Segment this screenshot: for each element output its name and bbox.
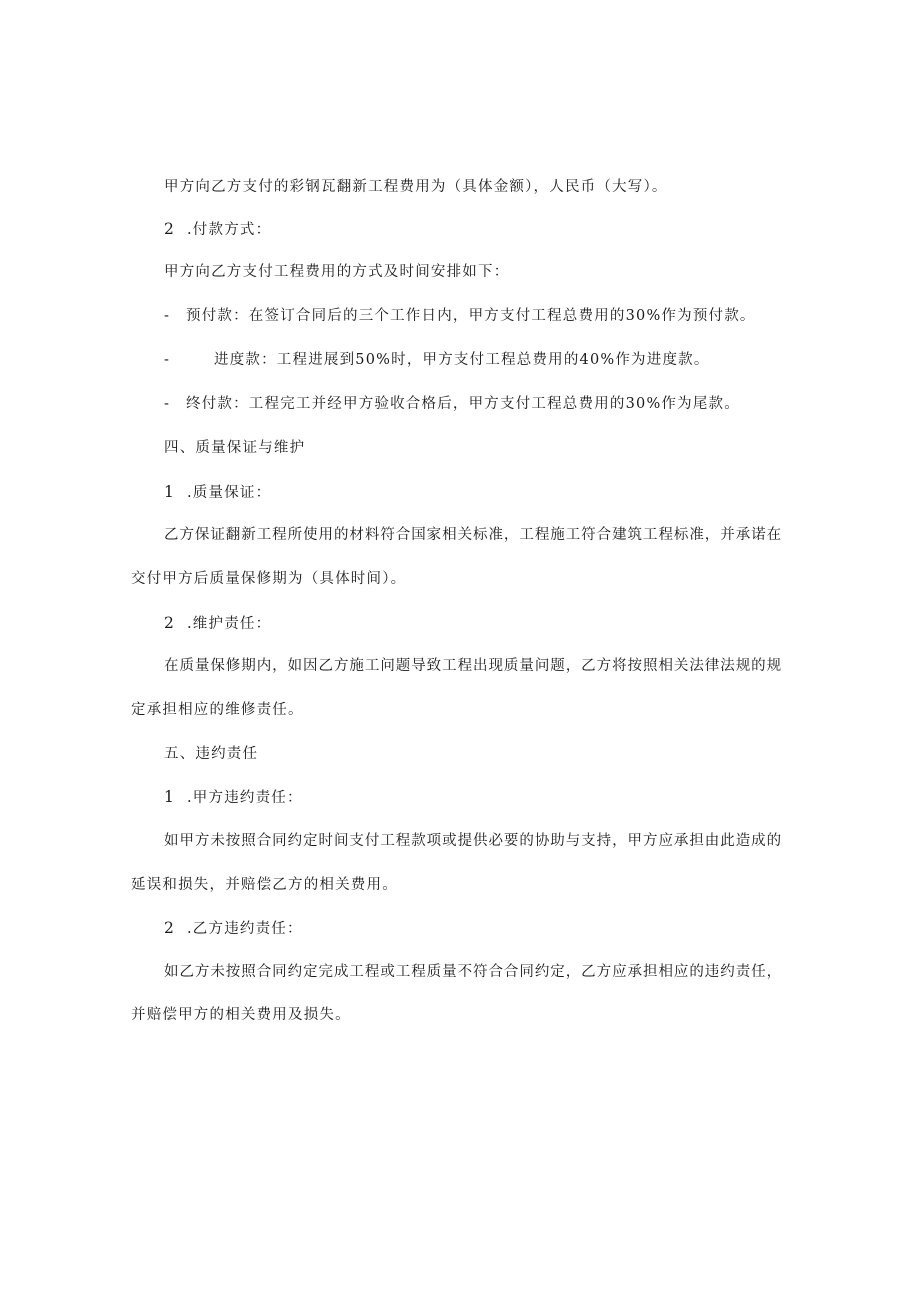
quality-guarantee-text-line2: 交付甲方后质量保修期为（具体时间）。 [131, 571, 407, 587]
item-number: 1 [164, 788, 176, 806]
quality-guarantee-heading [164, 482, 271, 503]
item-title: .质量保证： [187, 485, 272, 501]
party-a-breach-text-line2: 延误和损失，并赔偿乙方的相关费用。 [131, 877, 398, 893]
payment-method-heading [164, 219, 271, 240]
installment-prepayment [164, 306, 756, 326]
section-heading-quality: 四、质量保证与维护 [164, 440, 306, 456]
dash-bullet: - [164, 352, 171, 368]
item-title: .付款方式： [187, 222, 272, 238]
item-title: .维护责任： [187, 616, 272, 632]
installment-text: 终付款：工程完工并经甲方验收合格后，甲方支付工程总费用的30%作为尾款。 [186, 396, 740, 412]
installment-text: 预付款：在签订合同后的三个工作日内，甲方支付工程总费用的30%作为预付款。 [186, 308, 756, 324]
maintenance-heading [164, 613, 271, 634]
item-number: 2 [164, 919, 176, 937]
item-number: 1 [164, 483, 176, 501]
maintenance-text-line2: 定承担相应的维修责任。 [131, 702, 304, 718]
quality-guarantee-text-line1: 乙方保证翻新工程所使用的材料符合国家相关标准，工程施工符合建筑工程标准，并承诺在 [164, 527, 782, 543]
installment-progress [164, 350, 710, 370]
installment-text: 进度款：工程进展到50%时，甲方支付工程总费用的40%作为进度款。 [214, 352, 710, 368]
party-b-breach-text-line1: 如乙方未按照合同约定完成工程或工程质量不符合合同约定，乙方应承担相应的违约责任， [164, 964, 782, 980]
dash-bullet: - [164, 396, 171, 412]
party-a-breach-heading [164, 787, 303, 808]
maintenance-text-line1: 在质量保修期内，如因乙方施工问题导致工程出现质量问题，乙方将按照相关法律法规的规 [164, 658, 782, 674]
item-number: 2 [164, 220, 176, 238]
item-title: .乙方违约责任： [187, 921, 303, 937]
item-number: 2 [164, 614, 176, 632]
fee-sentence: 甲方向乙方支付的彩钢瓦翻新工程费用为（具体金额），人民币（大写）。 [164, 179, 668, 195]
party-b-breach-heading [164, 918, 303, 939]
installment-final [164, 394, 740, 414]
party-b-breach-text-line2: 并赔偿甲方的相关费用及损失。 [131, 1007, 351, 1023]
section-heading-breach: 五、违约责任 [164, 746, 259, 762]
item-title: .甲方违约责任： [187, 790, 303, 806]
dash-bullet: - [164, 308, 171, 324]
party-a-breach-text-line1: 如甲方未按照合同约定时间支付工程款项或提供必要的协助与支持，甲方应承担由此造成的 [164, 833, 782, 849]
payment-intro: 甲方向乙方支付工程费用的方式及时间安排如下： [164, 264, 510, 280]
